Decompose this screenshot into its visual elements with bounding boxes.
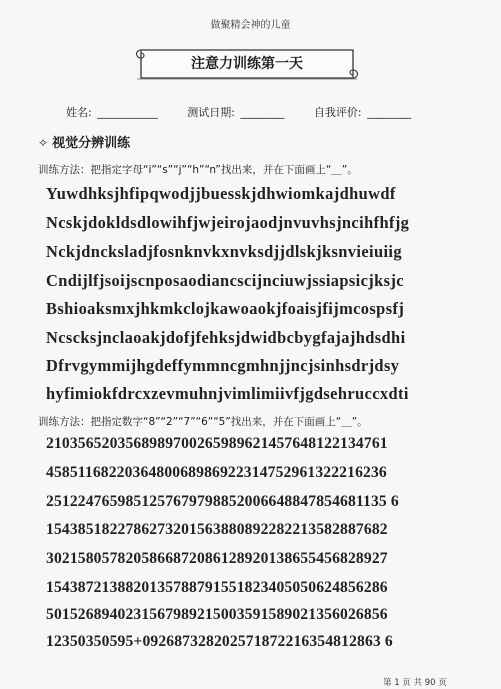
letter-line: Ncscksjnclaoakjdofjfehksjdwidbcbygfajajhdsdhi — [46, 328, 406, 347]
letter-line: Bshioaksmxjhkmkclojkawoaokjfoaisjfijmcospsfj — [46, 299, 405, 318]
digit-line: 1543872138820135788791551823405050624856286 — [46, 579, 388, 596]
name-blank[interactable]: ___________ — [97, 106, 158, 119]
page-header: 做聚精会神的儿童 — [210, 20, 291, 31]
section-title — [38, 132, 130, 151]
digit-line: 5015268940231567989215003591589021356026856 — [46, 606, 388, 623]
letter-line: Dfrvgymmijhgdeffymmncgmhnjjncjsinhsdrjdsy — [46, 356, 400, 375]
page-title: 注意力训练第一天 — [191, 56, 303, 72]
letter-line: Nckjdncksladjfosnknvkxnvksdjjdlskjksnvieiuiig — [46, 242, 402, 261]
letter-method-text: 训练方法：把指定字母“i”“s”“j”“h”“n”找出来，并在下面画上“＿”。 — [38, 164, 358, 176]
digit-line: 1543851822786273201563880892282213582887682 — [46, 521, 388, 538]
page-number: 第 1 页 共 90 页 — [383, 678, 447, 688]
title-banner — [133, 46, 361, 82]
letter-line: Yuwdhksjhfipqwodjjbuesskjdhwiomkajdhuwdf — [46, 184, 396, 203]
digit-method-text: 训练方法：把指定数字“8”“2”“7”“6”“5”找出来，并在下面画上“＿”。 — [38, 416, 368, 428]
evaluation-blank[interactable]: ________ — [367, 106, 412, 119]
digit-line: 2103565203568989700265989621457648122134761 — [46, 435, 388, 452]
letter-line: Cndijlfjsoijscnposaodiancscijnciuwjssiapsicjksjc — [46, 271, 404, 290]
letter-line: hyfimiokfdrcxzevmuhnjvimlimiivfjgdsehruccxdti — [46, 384, 409, 403]
info-row — [66, 104, 466, 120]
letter-line: Ncskjdokldsdlowihfjwjeirojaodjnvuvhsjncihfhfjg — [46, 213, 410, 232]
digit-line: 3021580578205866872086128920138655456828927 — [46, 550, 388, 567]
date-label: 测试日期: — [187, 106, 235, 119]
section-title-text: 视觉分辨训练 — [52, 136, 131, 151]
digit-line: 4585116822036480068986922314752961322216236 — [46, 464, 387, 481]
name-label: 姓名: — [66, 106, 92, 119]
date-blank[interactable]: ________ — [240, 106, 285, 119]
evaluation-label: 自我评价: — [313, 106, 362, 119]
diamond-outline-icon: ✧ — [38, 136, 49, 150]
digit-line: 2512247659851257679798852006648847854681135 6 — [46, 493, 399, 510]
digit-line: 12350350595+092687328202571872216354812863 6 — [46, 633, 393, 650]
